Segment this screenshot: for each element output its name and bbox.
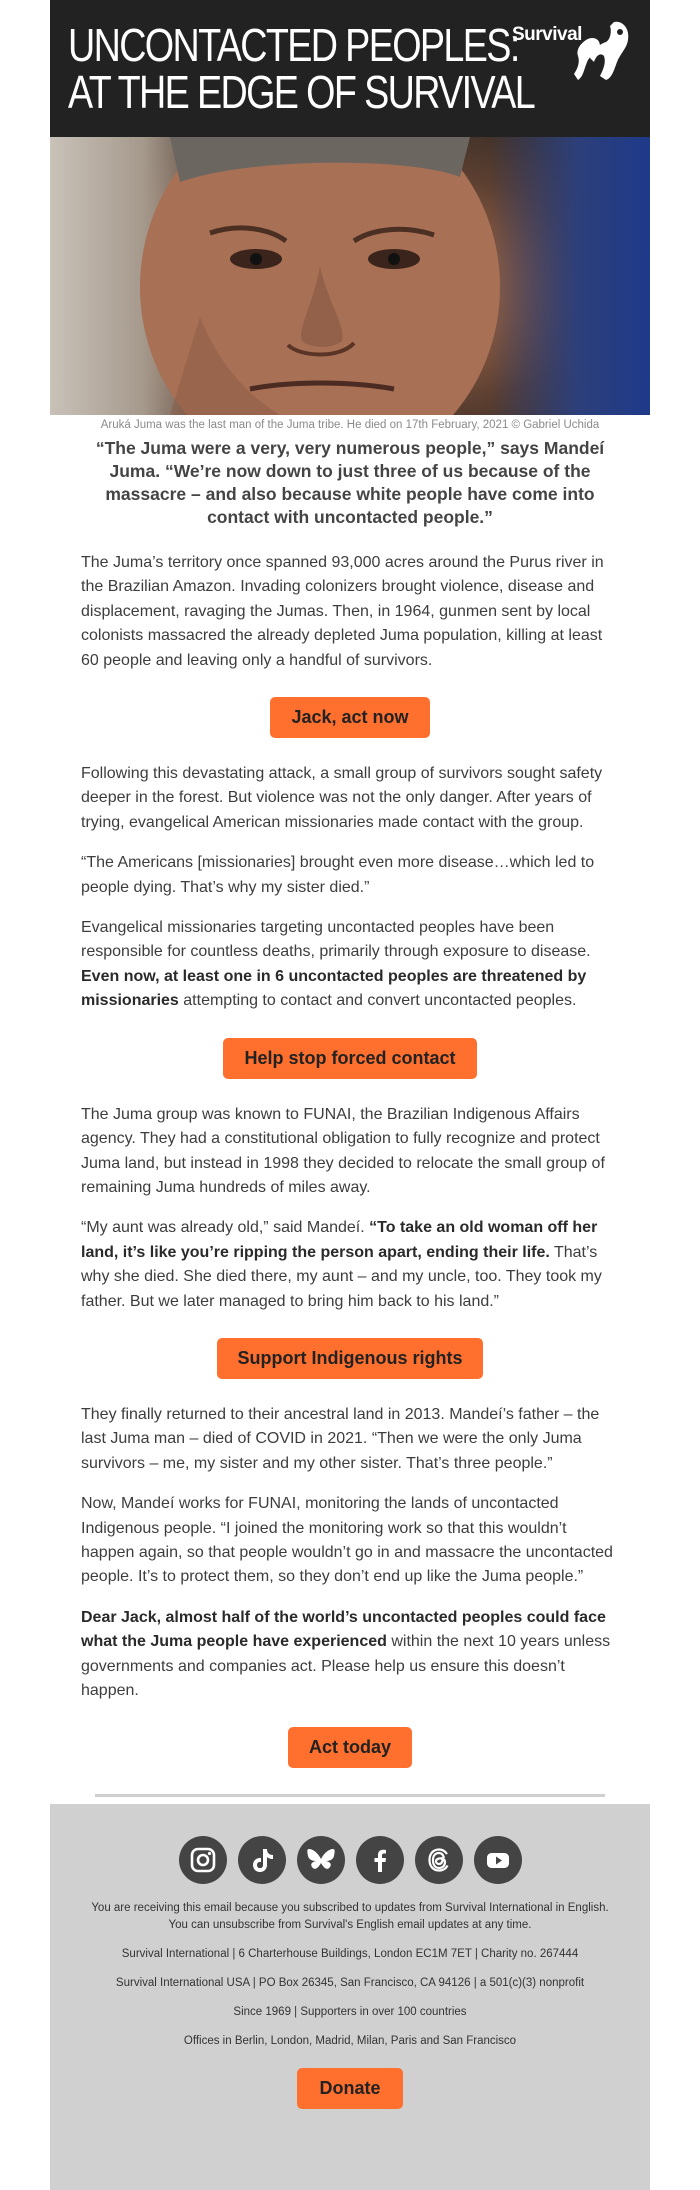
bold-text: “To take an old woman off her land, it’s like you’re ripping the person apart, ending their life. xyxy=(81,1219,598,1261)
paragraph-missionaries xyxy=(81,916,619,1014)
text-span: attempting to contact and convert uncontacted peoples. xyxy=(178,992,577,1010)
header-title-line-2: AT THE EDGE OF SURVIVAL xyxy=(68,66,535,118)
paragraph-return: They finally returned to their ancestral land in 2013. Mandeí’s father – the last Juma man – died of COVID in 2021. “Then we were the only Juma survivors – me, my sister and my other sister. That’s three people.” xyxy=(81,1405,600,1472)
stop-forced-contact-button[interactable]: Help stop forced contact xyxy=(223,1038,476,1079)
social-links xyxy=(70,1836,630,1884)
text-span: within the next 10 years unless governments and companies act. Please help us ensure this doesn’t happen. xyxy=(81,1633,611,1699)
bold-text: Dear Jack, almost half of the world’s uncontacted peoples could face what the Juma people have experienced xyxy=(81,1608,606,1651)
hero-caption: Aruká Juma was the last man of the Juma tribe. He died on 17th February, 2021 © Gabriel Uchida xyxy=(100,419,600,431)
paragraph-funai: The Juma group was known to FUNAI, the Brazilian Indigenous Affairs agency. They had a constitutional obligation to fully recognize and protect Juma land, but instead in 1998 they decided to relocate the small group of remaining Juma hundreds of miles away. xyxy=(81,1105,605,1196)
address-us: Survival International USA | PO Box 26345, San Francisco, CA 94126 | a 501(c)(3) nonprofit xyxy=(115,1977,585,1990)
youtube-icon[interactable] xyxy=(474,1836,522,1884)
offices-line: Offices in Berlin, London, Madrid, Milan, Paris and San Francisco xyxy=(183,2035,517,2048)
act-today-button[interactable]: Act today xyxy=(288,1727,412,1768)
cta-stop-contact-wrap xyxy=(81,1038,619,1079)
email-container xyxy=(50,0,650,2190)
footer xyxy=(50,1804,650,2190)
paragraph-missionary-quote: “The Americans [missionaries] brought even more disease…which led to people dying. That’s why my sister died.” xyxy=(81,854,595,896)
address-uk: Survival International | 6 Charterhouse Buildings, London EC1M 7ET | Charity no. 267444 xyxy=(121,1948,579,1961)
paragraph-aunt xyxy=(81,1216,619,1314)
pull-quote: “The Juma were a very, very numerous people,” says Mandeí Juma. “We’re now down to just three of us because of the massacre – and also because white people have come into contact with uncontacted people.” xyxy=(95,438,605,527)
subscription-notice: You are receiving this email because you subscribed to updates from Survival International in English. xyxy=(91,1902,609,1915)
header-title xyxy=(68,19,535,118)
header-title-line-1: UNCONTACTED PEOPLES: xyxy=(68,19,519,71)
portrait-illustration xyxy=(50,137,650,415)
bluesky-icon[interactable] xyxy=(297,1836,345,1884)
facebook-icon[interactable] xyxy=(356,1836,404,1884)
survival-logo-text: Survival xyxy=(512,24,582,45)
paragraph-territory: The Juma’s territory once spanned 93,000 acres around the Purus river in the Brazilian Amazon. Invading colonizers brought violence, disease and displacement, ravaging the Jumas. Then, in 1964, gunmen sent by local colonists massacred the already depleted Juma population, killing at least 60 people and leaving only a handful of survivors. xyxy=(81,554,604,669)
bold-text: Even now, at least one in 6 uncontacted peoples are threatened by missionaries xyxy=(81,967,587,1010)
cta-act-now-wrap xyxy=(81,697,619,738)
donate-wrap xyxy=(70,2068,630,2109)
hands-logo-icon xyxy=(570,18,632,84)
cta-support-rights-wrap xyxy=(81,1338,619,1379)
threads-icon[interactable] xyxy=(415,1836,463,1884)
donate-button[interactable]: Donate xyxy=(297,2068,402,2109)
text-span: Evangelical missionaries targeting uncontacted peoples have been responsible for countless deaths, primarily through exposure to disease. xyxy=(81,919,591,961)
survival-logo[interactable] xyxy=(512,18,632,84)
text-span: That’s why she died. She died there, my aunt – and my uncle, too. They took my father. But we later managed to bring him back to his land.” xyxy=(81,1243,602,1310)
tiktok-icon[interactable] xyxy=(238,1836,286,1884)
header-banner xyxy=(50,0,650,137)
act-now-button[interactable]: Jack, act now xyxy=(270,697,429,738)
instagram-icon[interactable] xyxy=(179,1836,227,1884)
unsubscribe-notice[interactable]: You can unsubscribe from Survival's English email updates at any time. xyxy=(168,1919,532,1932)
cta-act-today-wrap xyxy=(81,1727,619,1768)
paragraph-appeal xyxy=(81,1606,619,1704)
since-line: Since 1969 | Supporters in over 100 countries xyxy=(233,2006,467,2019)
support-indigenous-rights-button[interactable]: Support Indigenous rights xyxy=(217,1338,484,1379)
paragraph-monitoring: Now, Mandeí works for FUNAI, monitoring the lands of uncontacted Indigenous people. “I joined the monitoring work so that this wouldn’t happen again, so that people wouldn’t go in and massacre the uncontacted people. It’s to protect them, so they don’t end up like the Juma people.” xyxy=(81,1495,613,1586)
section-divider xyxy=(95,1794,605,1797)
hero-photo xyxy=(50,137,650,415)
paragraph-survivors: Following this devastating attack, a small group of survivors sought safety deeper in the forest. But violence was not the only danger. After years of trying, evangelical American missionaries made contact with the group. xyxy=(81,765,603,831)
email-body xyxy=(50,437,650,1768)
text-span: “My aunt was already old,” said Mandeí. xyxy=(81,1219,370,1237)
